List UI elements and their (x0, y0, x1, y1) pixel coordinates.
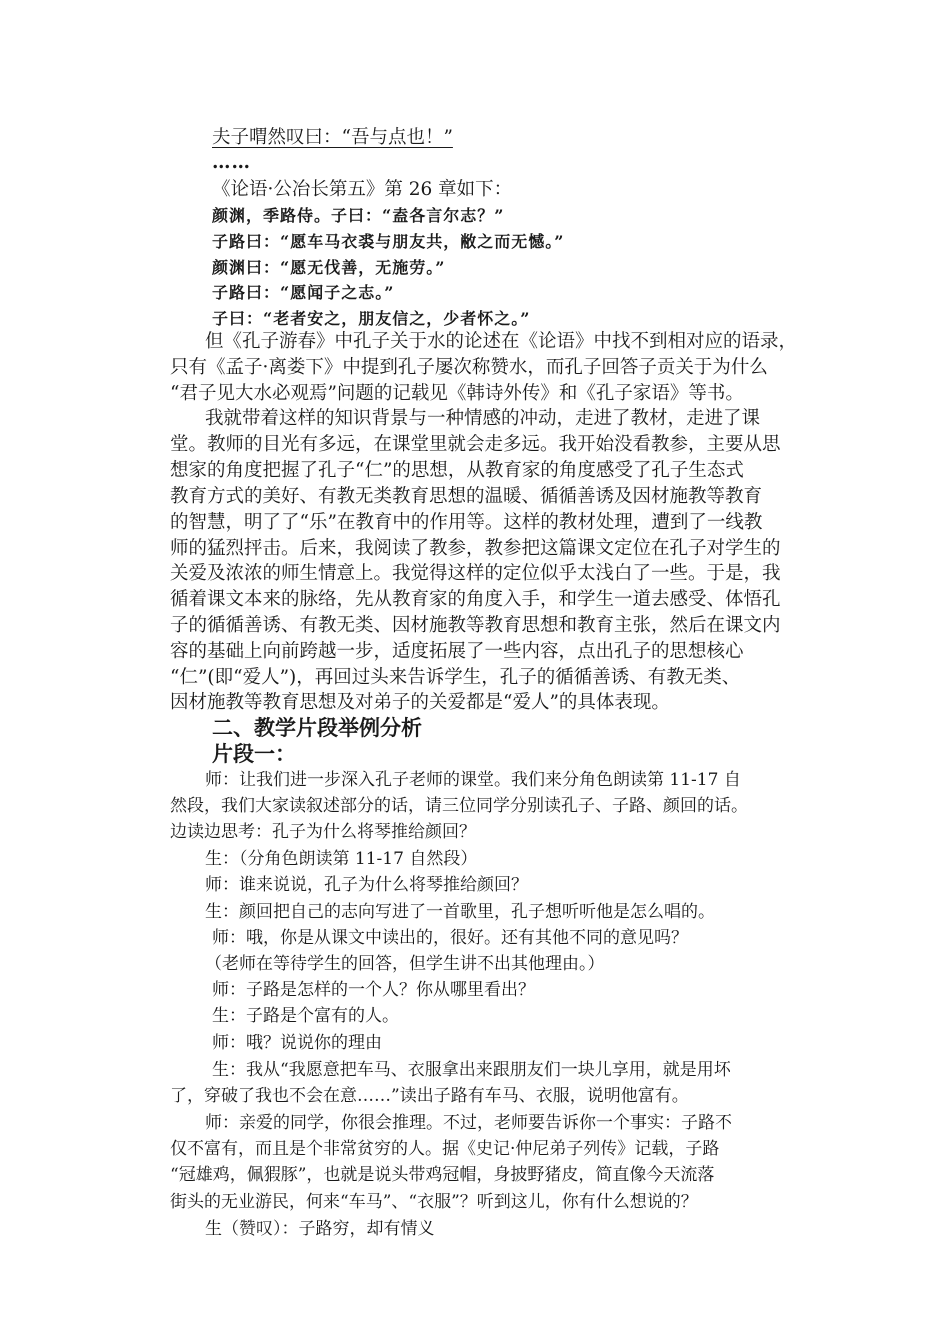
paragraph-line: 容的基础上向前跨越一步，适度拓展了一些内容，点出孔子的思想核心 (170, 641, 744, 662)
dialogue-line: 师：亲爱的同学，你很会推理。不过，老师要告诉你一个事实：子路不 (205, 1113, 732, 1133)
dialogue-line: 师：谁来说说，孔子为什么将琴推给颜回？ (205, 875, 528, 895)
underlined-quote: 夫子喟然叹曰：“吾与点也！” (212, 127, 453, 148)
section-heading: 二、教学片段举例分析 (212, 716, 422, 740)
paragraph-line: 但《孔子游春》中孔子关于水的论述在《论语》中找不到相对应的语录， (205, 331, 798, 352)
dialogue-line: 生：（分角色朗读第 11-17 自然段） (205, 849, 478, 869)
dialogue-line: 师：哦，你是从课文中读出的，很好。还有其他不同的意见吗？ (212, 928, 688, 948)
analects-line: 颜渊，季路侍。子曰：“盍各言尔志？” (212, 206, 505, 225)
fragment-heading: 片段一： (212, 742, 296, 766)
dialogue-line: 生：颜回把自己的志向写进了一首歌里，孔子想听听他是怎么唱的。 (205, 902, 715, 922)
paragraph-line: 循着课文本来的脉络，先从教育家的角度入手，和学生一道去感受、体悟孔 (170, 589, 781, 610)
analects-line: 子路曰：“愿闻子之志。” (212, 283, 395, 302)
source-title: 《论语·公冶长第五》第 26 章如下： (212, 179, 513, 200)
dialogue-line: 边读边思考：孔子为什么将琴推给颜回？ (170, 822, 476, 842)
dialogue-line: 然段，我们大家读叙述部分的话，请三位同学分别读孔子、子路、颜回的话。 (170, 796, 748, 816)
dialogue-line: 了，穿破了我也不会在意……”读出子路有车马、衣服，说明他富有。 (170, 1086, 689, 1106)
paragraph-line: 我就带着这样的知识背景与一种情感的冲动，走进了教材，走进了课 (205, 408, 761, 429)
paragraph-line: 关爱及浓浓的师生情意上。我觉得这样的定位似乎太浅白了一些。于是，我 (170, 563, 781, 584)
dialogue-line: 师：子路是怎样的一个人？你从哪里看出？ (212, 980, 535, 1000)
dialogue-line: 街头的无业游民，何来“车马”、“衣服”？听到这儿，你有什么想说的？ (170, 1192, 698, 1212)
paragraph-line: “君子见大水必观焉”问题的记载见《韩诗外传》和《孔子家语》等书。 (170, 383, 744, 404)
dialogue-line: （老师在等待学生的回答，但学生讲不出其他理由。） (205, 954, 605, 974)
paragraph-line: 因材施教等教育思想及对弟子的关爱都是“爱人”的具体表现。 (170, 692, 670, 713)
analects-line: 子曰：“老者安之，朋友信之，少者怀之。” (212, 309, 531, 328)
dialogue-line: 仅不富有，而且是个非常贫穷的人。据《史记·仲尼弟子列传》记载，子路 (170, 1139, 720, 1159)
paragraph-line: 子的循循善诱、有教无类、因材施教等教育思想和教育主张，然后在课文内 (170, 615, 781, 636)
paragraph-line: 师的猛烈抨击。后来，我阅读了教参，教参把这篇课文定位在孔子对学生的 (170, 538, 781, 559)
dialogue-line: 师：让我们进一步深入孔子老师的课堂。我们来分角色朗读第 11-17 自 (205, 770, 741, 790)
paragraph-line: 的智慧，明了了“乐”在教育中的作用等。这样的教材处理，遭到了一线教 (170, 512, 763, 533)
dialogue-line: “冠雄鸡，佩猳豚”，也就是说头带鸡冠帽，身披野猪皮，简直像今天流落 (170, 1165, 715, 1185)
dialogue-line: 师：哦？说说你的理由 (212, 1033, 382, 1053)
dialogue-line: 生（赞叹）：子路穷，却有情义 (205, 1219, 435, 1239)
paragraph-line: 教育方式的美好、有教无类教育思想的温暖、循循善诱及因材施教等教育 (170, 486, 763, 507)
analects-line: 子路曰：“愿车马衣裘与朋友共，敝之而无憾。” (212, 232, 565, 251)
dialogue-line: 生：子路是个富有的人。 (212, 1006, 399, 1026)
paragraph-line: “仁”(即“爱人”)，再回过头来告诉学生，孔子的循循善诱、有教无类、 (170, 667, 741, 688)
analects-line: 颜渊曰：“愿无伐善，无施劳。” (212, 258, 446, 277)
paragraph-line: 堂。教师的目光有多远，在课堂里就会走多远。我开始没看教参，主要从思 (170, 434, 781, 455)
paragraph-line: 只有《孟子·离娄下》中提到孔子屡次称赞水，而孔子回答子贡关于为什么 (170, 357, 768, 378)
ellipsis: …… (212, 152, 251, 173)
dialogue-line: 生：我从“我愿意把车马、衣服拿出来跟朋友们一块儿享用，就是用坏 (212, 1060, 731, 1080)
paragraph-line: 想家的角度把握了孔子“仁”的思想，从教育家的角度感受了孔子生态式 (170, 460, 744, 481)
